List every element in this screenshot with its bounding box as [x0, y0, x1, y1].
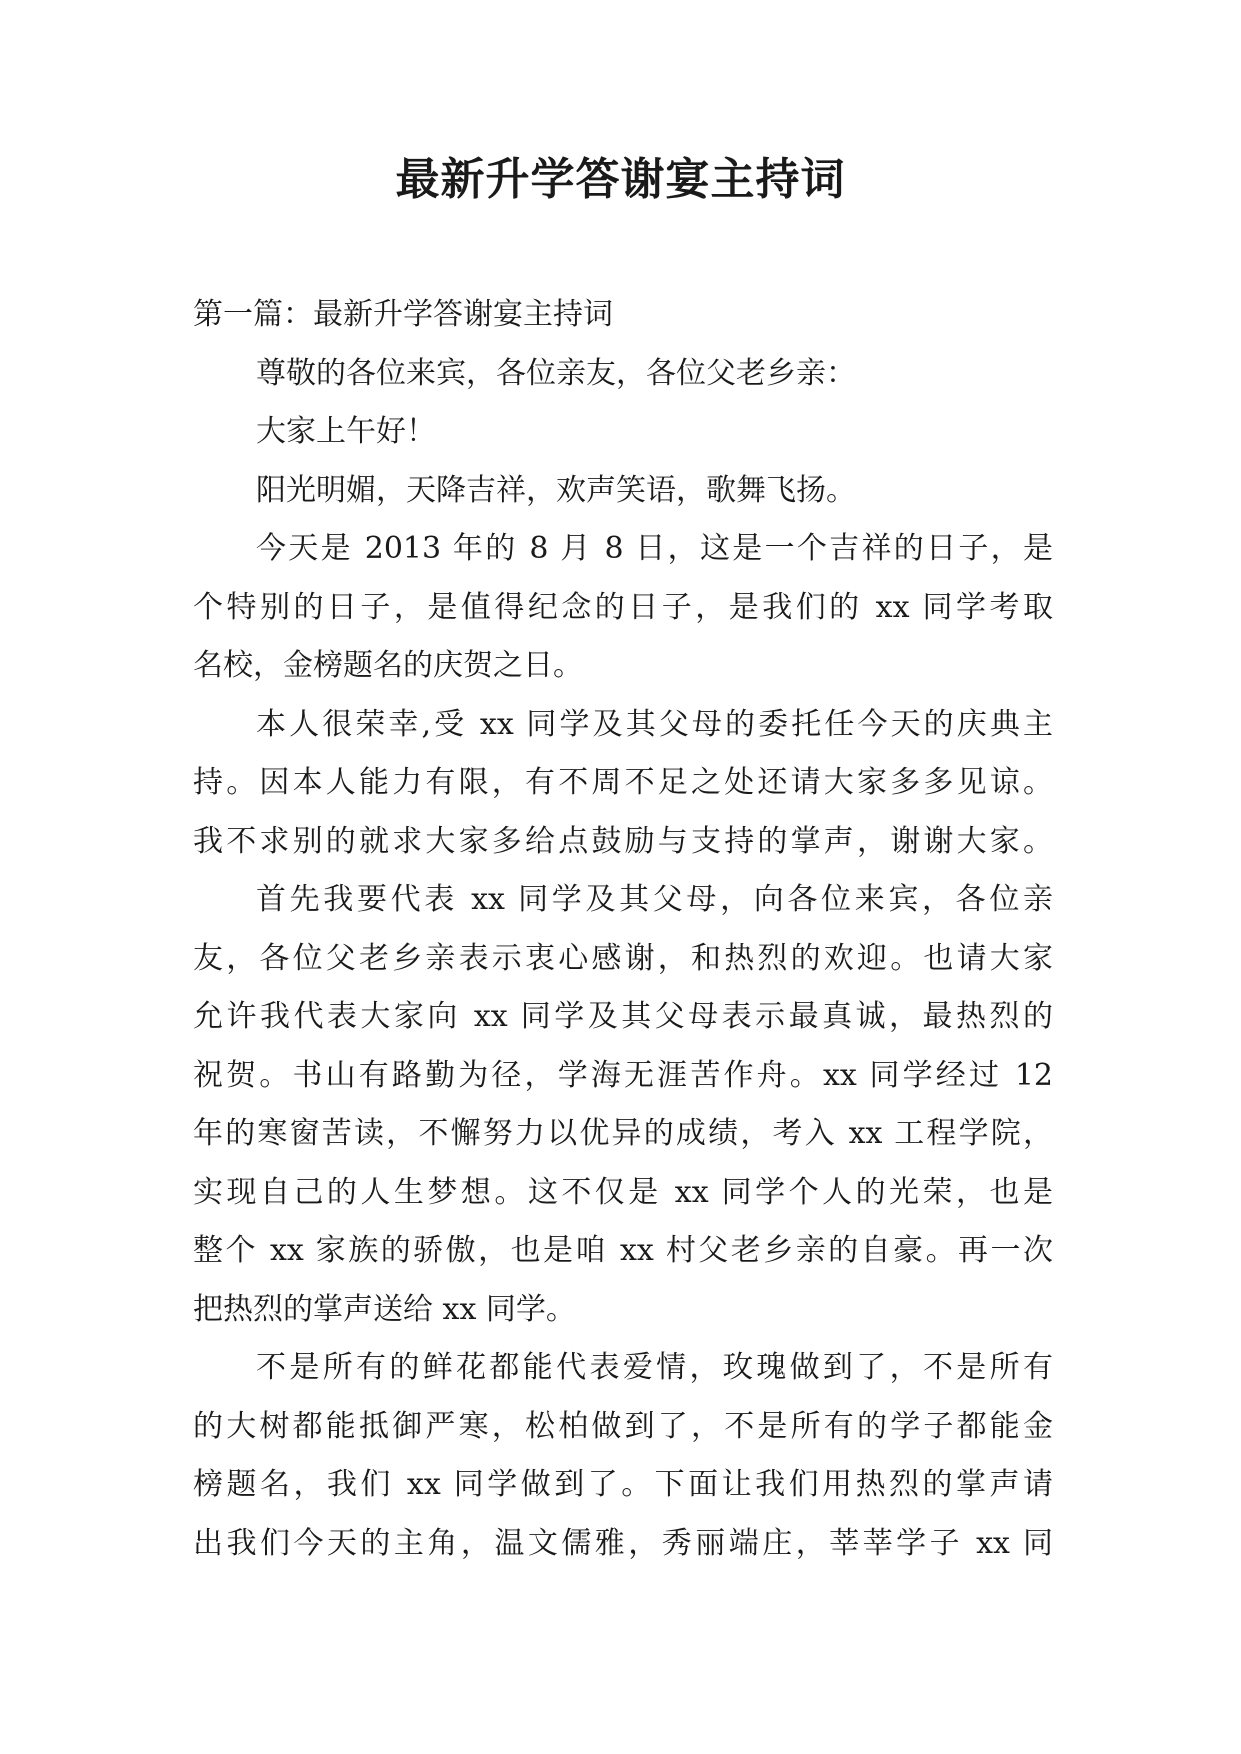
body-line: 大家上午好！: [256, 414, 436, 449]
body-line: 本人很荣幸,受 xx 同学及其父母的委托任今天的庆典主: [256, 706, 1053, 742]
body-line: 持。因本人能力有限，有不周不足之处还请大家多多见谅。: [193, 765, 1053, 800]
body-line: 允许我代表大家向 xx 同学及其父母表示最真诚，最热烈的: [193, 999, 1053, 1034]
body-line: 把热烈的掌声送给 xx 同学。: [193, 1291, 576, 1327]
body-line: 尊敬的各位来宾，各位亲友，各位父老乡亲：: [256, 355, 856, 391]
document-title: 最新升学答谢宴主持词: [395, 154, 846, 205]
body-line: 整个 xx 家族的骄傲，也是咱 xx 村父老乡亲的自豪。再一次: [193, 1233, 1053, 1268]
body-line: 阳光明媚，天降吉祥，欢声笑语，歌舞飞扬。: [256, 472, 856, 508]
body-line: 名校，金榜题名的庆贺之日。: [193, 648, 583, 683]
body-line: 的大树都能抵御严寒，松柏做到了，不是所有的学子都能金: [193, 1408, 1053, 1444]
body-line: 友，各位父老乡亲表示衷心感谢，和热烈的欢迎。也请大家: [193, 940, 1053, 976]
body-line: 今天是 2013 年的 8 月 8 日，这是一个吉祥的日子，是: [256, 531, 1053, 566]
body-line: 出我们今天的主角，温文儒雅，秀丽端庄，莘莘学子 xx 同: [193, 1525, 1053, 1561]
body-line: 我不求别的就求大家多给点鼓励与支持的掌声，谢谢大家。: [193, 823, 1053, 859]
body-line: 祝贺。书山有路勤为径，学海无涯苦作舟。xx 同学经过 12: [193, 1057, 1053, 1093]
body-line: 个特别的日子，是值得纪念的日子，是我们的 xx 同学考取: [193, 589, 1053, 625]
body-line: 不是所有的鲜花都能代表爱情，玫瑰做到了，不是所有: [256, 1350, 1053, 1385]
body-line: 实现自己的人生梦想。这不仅是 xx 同学个人的光荣，也是: [193, 1174, 1053, 1210]
body-line: 首先我要代表 xx 同学及其父母，向各位来宾，各位亲: [256, 882, 1053, 917]
document-body: [193, 286, 1053, 1573]
body-line: 榜题名，我们 xx 同学做到了。下面让我们用热烈的掌声请: [193, 1467, 1053, 1502]
body-line: 年的寒窗苦读，不懈努力以优异的成绩，考入 xx 工程学院，: [193, 1116, 1053, 1151]
body-line: 第一篇：最新升学答谢宴主持词: [193, 297, 613, 332]
